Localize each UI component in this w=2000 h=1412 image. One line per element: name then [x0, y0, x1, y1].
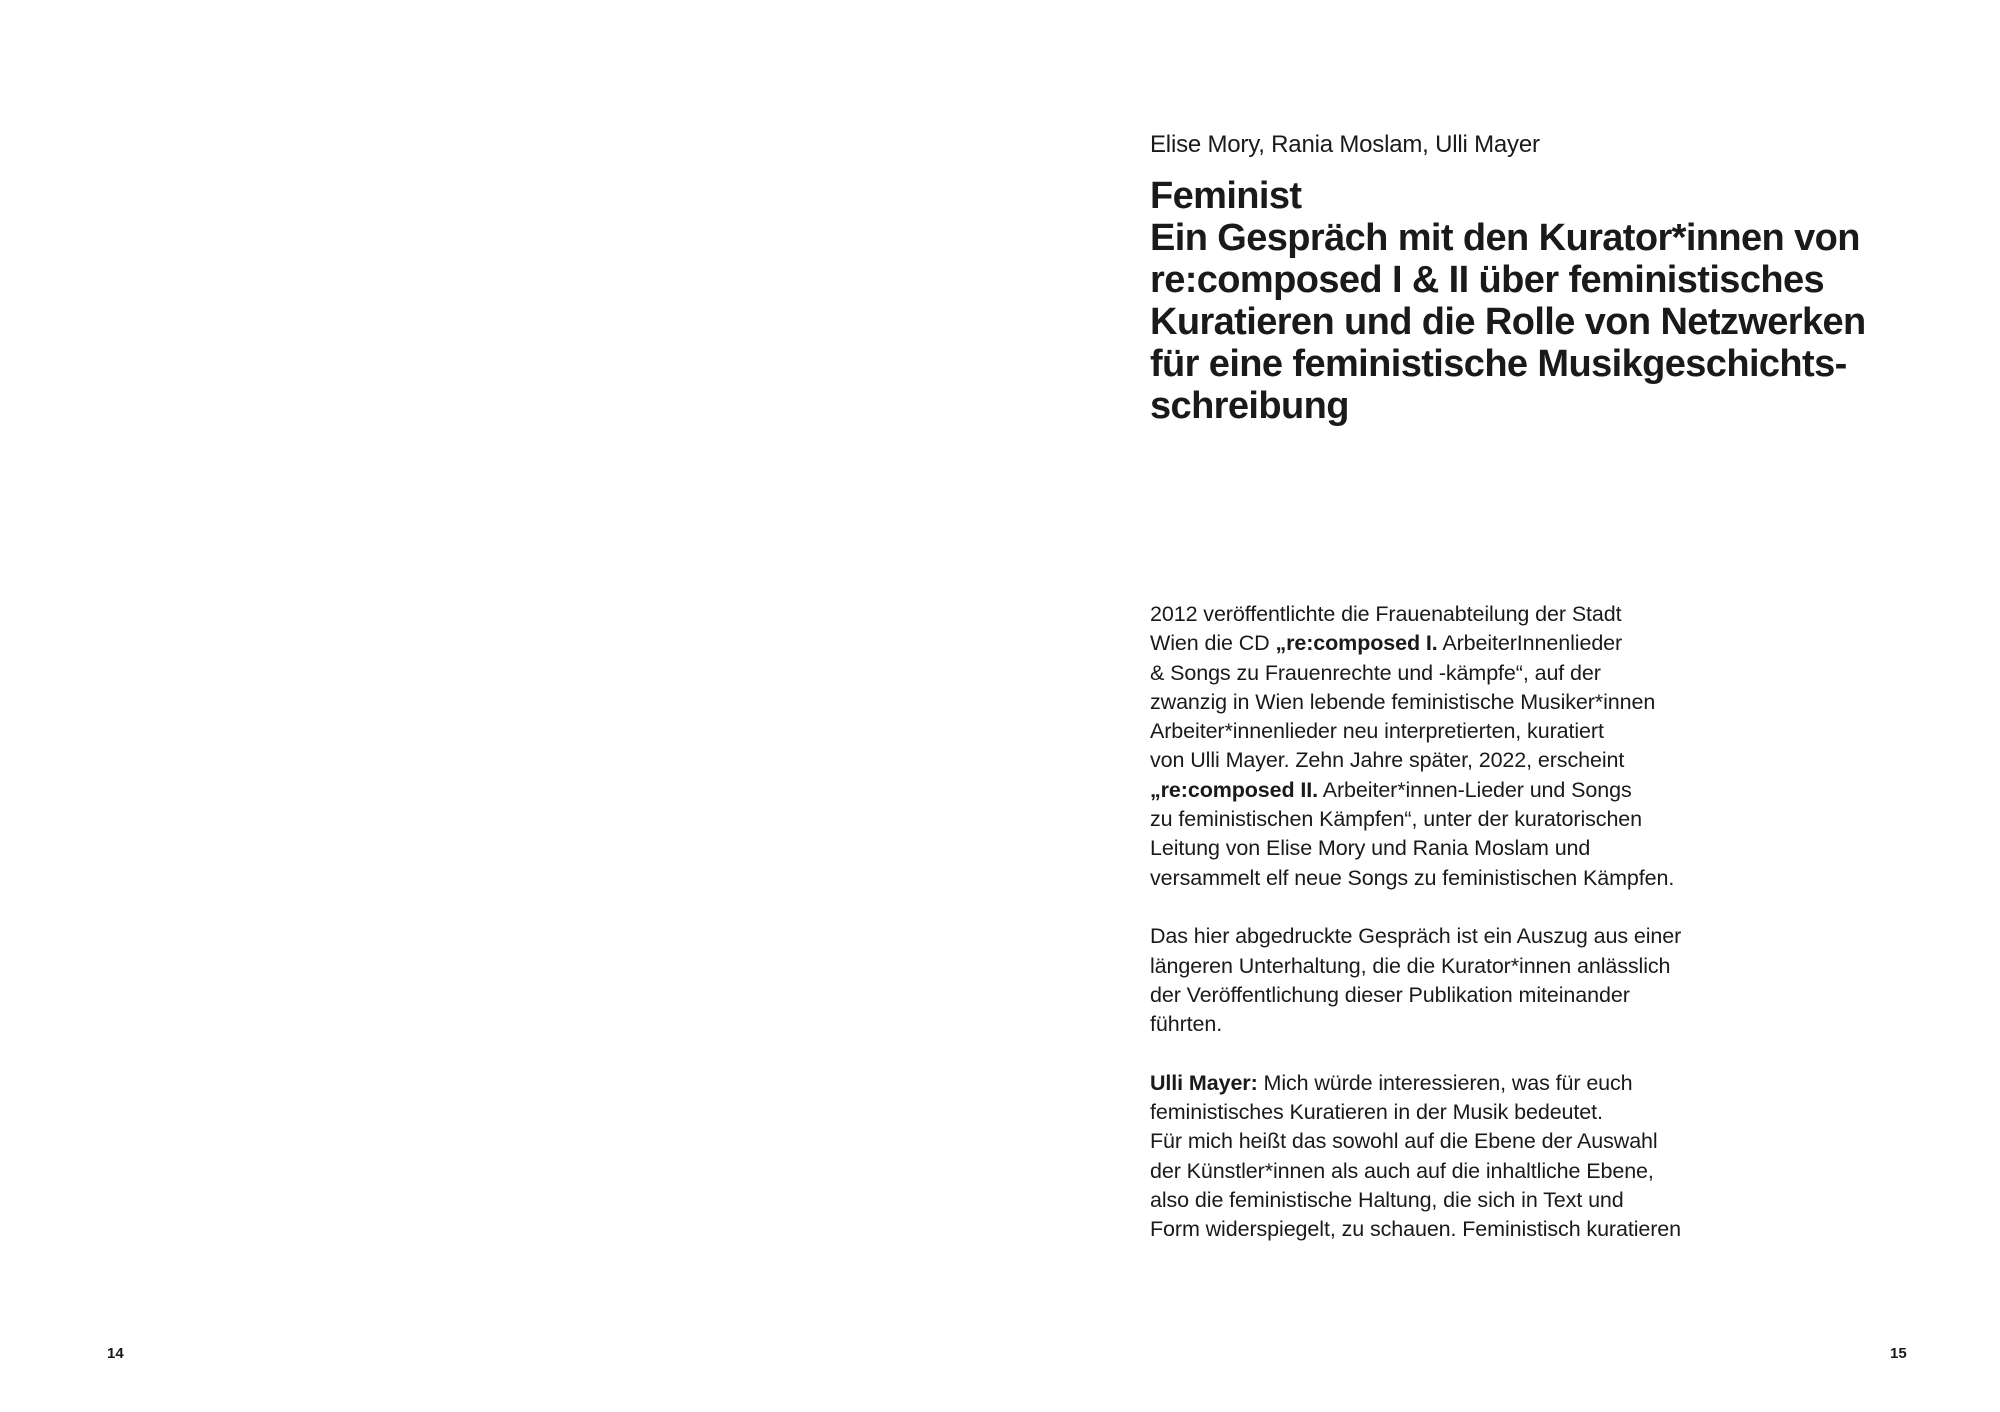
title-line: für eine feministische Musikgeschichts- — [1150, 343, 1847, 385]
text-fragment: Mich würde interessieren, was für euch — [1257, 1070, 1633, 1095]
text-line — [1150, 1069, 1770, 1098]
text-line: Form widerspiegelt, zu schauen. Feministisch kuratieren — [1150, 1217, 1682, 1242]
text-line: Das hier abgedruckte Gespräch ist ein Auszug aus einer — [1150, 924, 1682, 949]
text-fragment: ArbeiterInnenlieder — [1437, 631, 1623, 656]
text-line: 2012 veröffentlichte die Frauenabteilung der Stadt — [1150, 602, 1622, 626]
interview-paragraph — [1150, 1069, 1770, 1245]
text-line: der Veröffentlichung dieser Publikation miteinander — [1150, 982, 1630, 1007]
text-line: Leitung von Elise Mory und Rania Moslam und — [1150, 836, 1591, 861]
text-line — [1150, 629, 1770, 658]
title-line: schreibung — [1150, 385, 1349, 427]
text-line: der Künstler*innen als auch auf die inhaltliche Ebene, — [1150, 1158, 1654, 1183]
paragraph-gap — [1150, 893, 1770, 922]
title-line: Feminist — [1150, 175, 1302, 217]
authors-line: Elise Mory, Rania Moslam, Ulli Mayer — [1150, 131, 1540, 158]
album-title-1: „re:composed I. — [1275, 631, 1438, 656]
text-fragment: Arbeiter*innen-Lieder und Songs — [1318, 777, 1632, 802]
title-line: re:composed I & II über feministisches — [1150, 259, 1825, 301]
speaker-name: Ulli Mayer: — [1150, 1070, 1258, 1095]
title-line: Kuratieren und die Rolle von Netzwerken — [1150, 301, 1866, 343]
title-line: Ein Gespräch mit den Kurator*innen von — [1150, 217, 1860, 259]
text-line: also die feministische Haltung, die sich in Text und — [1150, 1187, 1624, 1212]
text-line: führten. — [1150, 1012, 1223, 1037]
text-line: & Songs zu Frauenrechte und -kämpfe“, auf der — [1150, 660, 1601, 685]
paragraph-gap — [1150, 1039, 1770, 1068]
text-line: feministisches Kuratieren in der Musik bedeutet. — [1150, 1100, 1603, 1125]
page-number-left: 14 — [107, 1345, 124, 1362]
text-line: zwanzig in Wien lebende feministische Musiker*innen — [1150, 689, 1656, 714]
text-line: von Ulli Mayer. Zehn Jahre später, 2022, erscheint — [1150, 748, 1625, 773]
text-line: Für mich heißt das sowohl auf die Ebene der Auswahl — [1150, 1129, 1658, 1154]
intro-paragraph — [1150, 600, 1770, 893]
text-line: längeren Unterhaltung, die die Kurator*innen anlässlich — [1150, 953, 1671, 978]
page-number-right: 15 — [1890, 1345, 1907, 1362]
text-line: versammelt elf neue Songs zu feministischen Kämpfen. — [1150, 865, 1675, 890]
text-line — [1150, 776, 1770, 805]
text-fragment: Wien die CD — [1150, 631, 1276, 656]
album-title-2: „re:composed II. — [1150, 777, 1319, 802]
right-page — [1000, 0, 2000, 1412]
article-body — [1150, 600, 1770, 1245]
text-line: Arbeiter*innenlieder neu interpretierten, kuratiert — [1150, 719, 1604, 744]
text-line: zu feministischen Kämpfen“, unter der kuratorischen — [1150, 807, 1643, 832]
article-title — [1150, 175, 1970, 427]
context-paragraph — [1150, 922, 1770, 1039]
